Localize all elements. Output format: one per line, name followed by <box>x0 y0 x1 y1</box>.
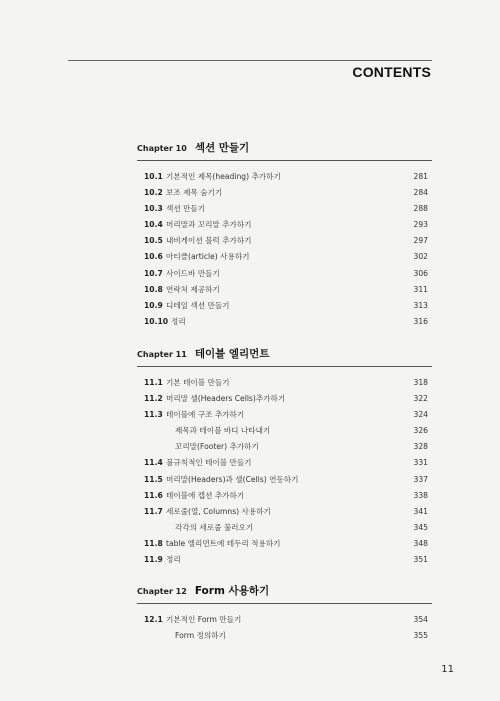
toc-entry[interactable] <box>137 488 432 504</box>
entry-page: 331 <box>413 458 428 468</box>
entry-page: 293 <box>413 220 428 230</box>
entry-page: 345 <box>413 522 428 532</box>
entry-title: 기본적인 제목(heading) 추가하기 <box>166 172 281 181</box>
toc-entry[interactable] <box>137 298 432 314</box>
entry-number: 11.2 <box>144 394 163 404</box>
entry-title: 섹션 만들기 <box>166 204 206 214</box>
toc-list <box>137 375 432 568</box>
entry-number: 10.10 <box>144 316 169 326</box>
chapter-divider <box>137 366 432 367</box>
toc-entry[interactable] <box>137 217 432 233</box>
entry-number: 10.2 <box>144 188 163 198</box>
entry-page: 318 <box>413 378 428 387</box>
entry-title: 내비게이션 블럭 추가하기 <box>166 236 252 246</box>
chapter-label: Chapter 11 <box>137 350 187 359</box>
chapter-10-section <box>137 140 432 330</box>
toc-subentry[interactable] <box>137 423 432 439</box>
entry-title: 꼬리말(Footer) 추가하기 <box>175 442 259 452</box>
chapter-heading <box>137 583 432 601</box>
toc-entry[interactable] <box>137 536 432 552</box>
toc-entry[interactable] <box>137 233 432 249</box>
entry-title: 머리말과 꼬리말 추가하기 <box>166 220 252 230</box>
chapter-heading <box>137 346 432 364</box>
toc-list <box>137 612 432 644</box>
entry-title: 기본 테이블 만들기 <box>166 378 230 387</box>
entry-number: 10.8 <box>144 284 163 294</box>
toc-subentry[interactable] <box>137 520 432 536</box>
toc-entry[interactable] <box>137 552 432 568</box>
entry-page: 355 <box>413 631 428 641</box>
toc-entry[interactable] <box>137 391 432 407</box>
entry-number: 11.6 <box>144 490 163 500</box>
entry-page: 288 <box>413 204 428 214</box>
entry-title: 정리 <box>166 555 181 565</box>
entry-title: 디테일 섹션 만들기 <box>166 300 230 310</box>
entry-number: 10.6 <box>144 252 163 262</box>
entry-number: 12.1 <box>144 615 163 624</box>
chapter-title: 테이블 엘리먼트 <box>194 348 270 360</box>
entry-title: Form 정의하기 <box>175 631 226 641</box>
toc-entry[interactable] <box>137 504 432 520</box>
toc-entry[interactable] <box>137 612 432 628</box>
entry-page: 351 <box>413 555 428 565</box>
entry-page: 328 <box>413 442 428 452</box>
toc-entry[interactable] <box>137 314 432 330</box>
entry-page: 297 <box>413 236 428 246</box>
chapter-title: Form 사용하기 <box>194 585 270 597</box>
entry-number: 10.7 <box>144 268 163 278</box>
chapter-label: Chapter 10 <box>137 144 187 153</box>
entry-number: 11.9 <box>144 555 163 565</box>
toc-subentry[interactable] <box>137 439 432 455</box>
toc-entry[interactable] <box>137 201 432 217</box>
entry-number: 11.7 <box>144 506 163 516</box>
entry-page: 337 <box>413 474 428 484</box>
entry-page: 341 <box>413 506 428 516</box>
chapter-title: 섹션 만들기 <box>194 142 250 154</box>
toc-entry[interactable] <box>137 266 432 282</box>
toc-entry[interactable] <box>137 407 432 423</box>
entry-number: 10.3 <box>144 204 163 214</box>
entry-page: 326 <box>413 426 428 436</box>
toc-entry[interactable] <box>137 249 432 265</box>
entry-number: 10.1 <box>144 172 163 181</box>
entry-title: 불규칙적인 테이블 만들기 <box>166 458 252 468</box>
chapter-12-section <box>137 583 432 644</box>
entry-title: 머리말(Headers)과 셀(Cells) 연동하기 <box>166 474 299 484</box>
entry-number: 11.1 <box>144 378 163 387</box>
top-divider <box>68 60 432 61</box>
toc-entry[interactable] <box>137 282 432 298</box>
toc-entry[interactable] <box>137 455 432 471</box>
entry-page: 354 <box>413 615 428 624</box>
entry-page: 306 <box>413 268 428 278</box>
toc-list <box>137 169 432 330</box>
entry-title: 각각의 세로줄 불러오기 <box>175 522 254 532</box>
entry-page: 322 <box>413 394 428 404</box>
entry-title: 기본적인 Form 만들기 <box>166 615 242 624</box>
entry-page: 281 <box>413 172 428 181</box>
entry-page: 324 <box>413 410 428 420</box>
entry-title: 연락처 제공하기 <box>166 284 220 294</box>
entry-number: 11.5 <box>144 474 163 484</box>
entry-page: 316 <box>413 316 428 326</box>
entry-number: 11.3 <box>144 410 163 420</box>
toc-subentry[interactable] <box>137 628 432 644</box>
chapter-heading <box>137 140 432 158</box>
entry-number: 11.4 <box>144 458 163 468</box>
chapter-divider <box>137 603 432 604</box>
chapter-11-section <box>137 346 432 568</box>
chapter-label: Chapter 12 <box>137 587 187 596</box>
entry-title: 정리 <box>171 316 186 326</box>
entry-page: 302 <box>413 252 428 262</box>
entry-page: 313 <box>413 300 428 310</box>
entry-number: 10.4 <box>144 220 163 230</box>
entry-page: 348 <box>413 538 428 548</box>
toc-entry[interactable] <box>137 169 432 185</box>
entry-page: 311 <box>413 284 428 294</box>
entry-number: 10.5 <box>144 236 163 246</box>
page-title: CONTENTS <box>352 64 431 80</box>
page-number: 11 <box>441 664 454 675</box>
entry-title: 세로줄(열, Columns) 사용하기 <box>166 506 271 516</box>
entry-title: 테이블에 캡션 추가하기 <box>166 490 245 500</box>
entry-title: 사이드바 만들기 <box>166 268 220 278</box>
entry-title: 머리말 셀(Headers Cells)추가하기 <box>166 394 286 404</box>
chapter-divider <box>137 160 432 161</box>
entry-title: 테이블에 구조 추가하기 <box>166 410 245 420</box>
entry-title: 보조 제목 숨기기 <box>166 188 223 198</box>
entry-page: 284 <box>413 188 428 198</box>
toc-entry[interactable] <box>137 185 432 201</box>
entry-title: 아티클(article) 사용하기 <box>166 252 250 262</box>
entry-number: 10.9 <box>144 300 163 310</box>
entry-number: 11.8 <box>144 538 163 548</box>
toc-entry[interactable] <box>137 375 432 391</box>
entry-title: 제목과 테이블 바디 나타내기 <box>175 426 271 436</box>
entry-title: table 엘리먼트에 테두리 적용하기 <box>166 538 281 548</box>
toc-entry[interactable] <box>137 472 432 488</box>
entry-page: 338 <box>413 490 428 500</box>
